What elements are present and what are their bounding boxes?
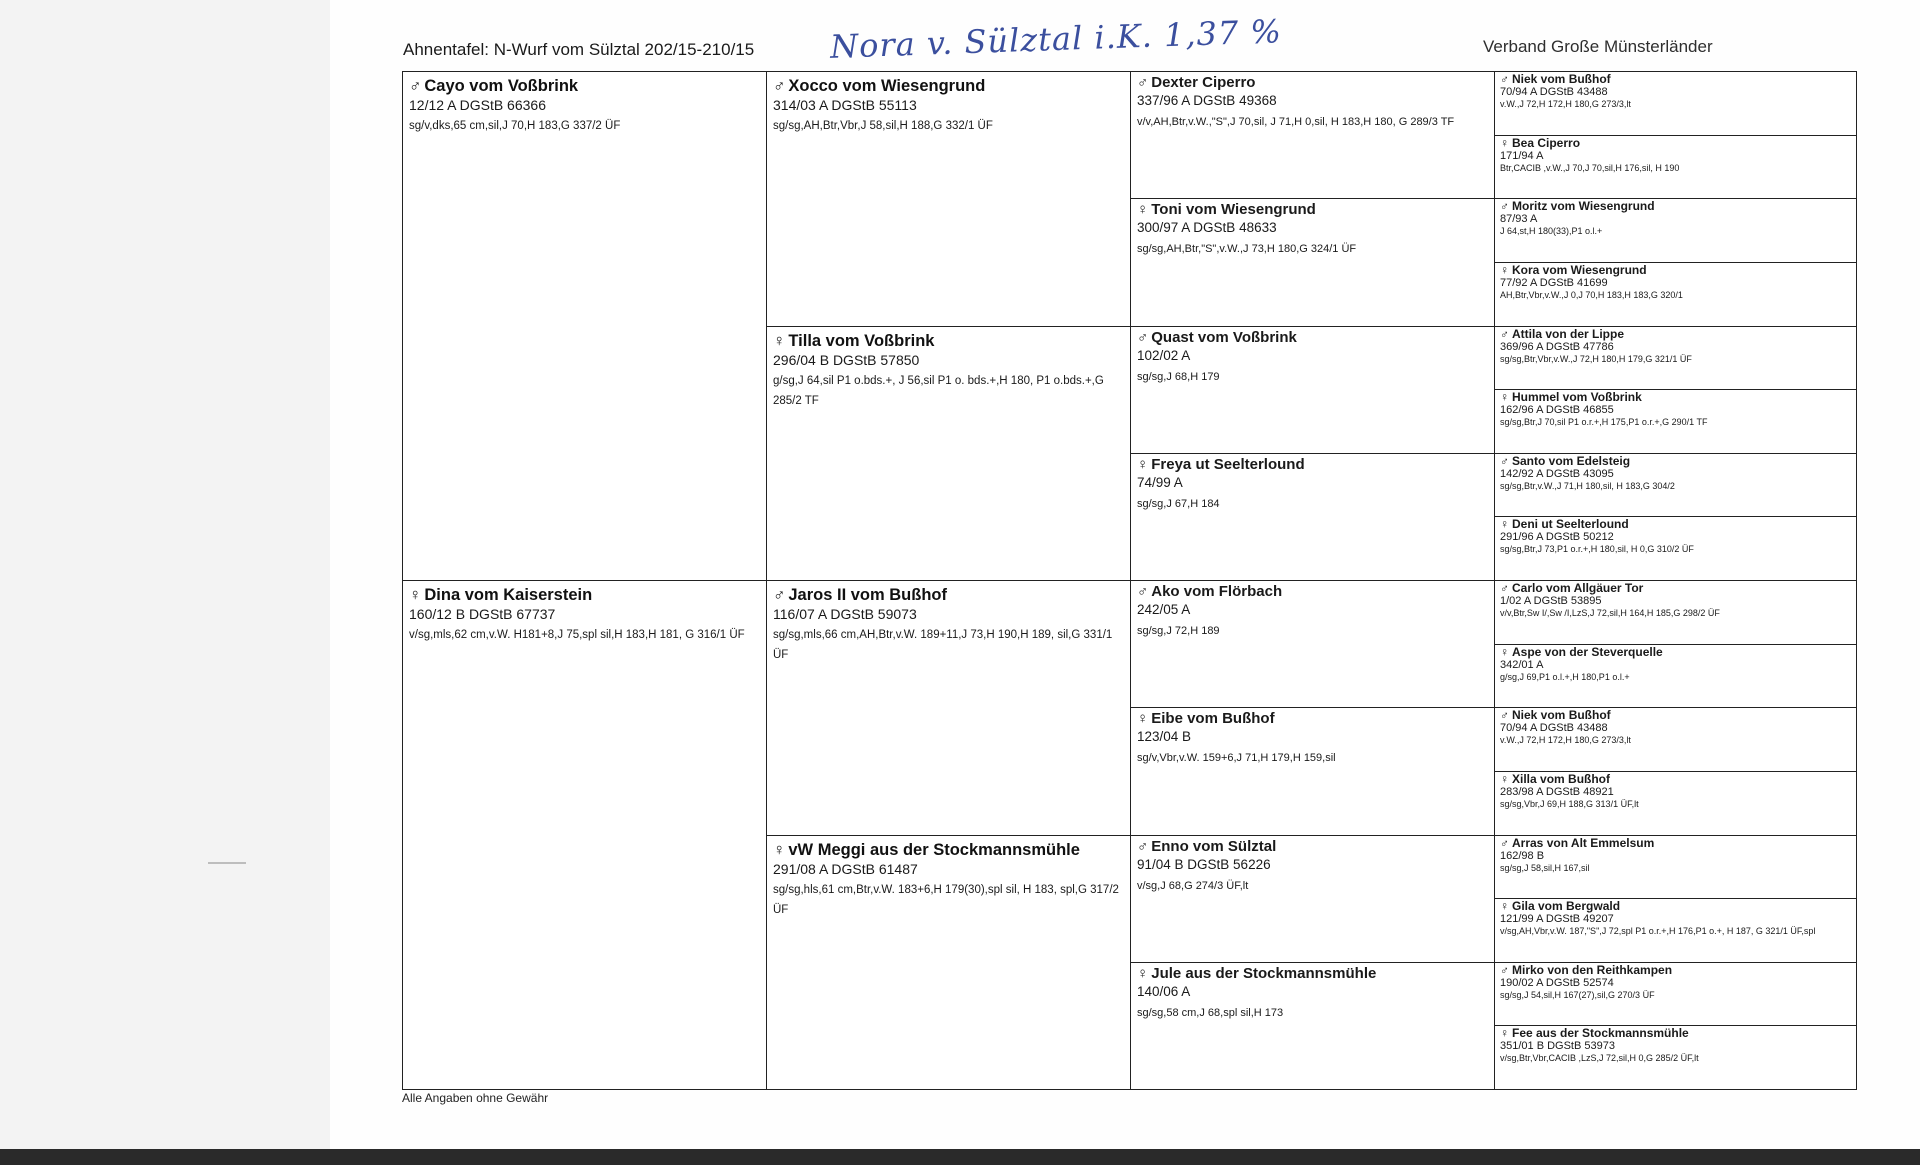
ancestor-gen4-box <box>1494 71 1857 136</box>
performance-details: v/sg,AH,Vbr,v.W. 187,"S",J 72,spl P1 o.r.+,H 176,P1 o.+, H 187, G 321/1 ÜF,spl <box>1500 926 1816 937</box>
sex-symbol: ♀ <box>1500 135 1509 150</box>
dog-name <box>409 585 760 605</box>
ancestor-gen4-box <box>1494 389 1857 454</box>
registration-number: 116/07 A DGStB 59073 <box>773 606 917 622</box>
sex-symbol: ♂ <box>1500 581 1509 595</box>
ancestor-gen3-box <box>1130 835 1495 963</box>
dog-name-text: Toni vom Wiesengrund <box>1151 201 1316 219</box>
dog-name-text: Xilla vom Bußhof <box>1512 771 1611 786</box>
performance-details: v.W.,J 72,H 172,H 180,G 273/3,lt <box>1500 735 1631 746</box>
sex-symbol: ♀ <box>773 840 786 859</box>
dog-name-text: Deni ut Seelterlound <box>1512 517 1629 532</box>
sex-symbol: ♂ <box>1500 835 1509 850</box>
ancestor-gen4-box <box>1494 516 1857 581</box>
performance-details: v/v,AH,Btr,v.W.,"S",J 70,sil, J 71,H 0,sil, H 183,H 180, G 289/3 TF <box>1137 116 1455 128</box>
ancestor-gen3-box <box>1130 580 1495 708</box>
dog-name <box>1500 328 1851 341</box>
dog-name-text: Mirko von den Reithkampen <box>1512 962 1673 977</box>
performance-details: sg/sg,mls,66 cm,AH,Btr,v.W. 189+11,J 73,H 190,H 189, sil,G 331/1 ÜF <box>773 629 1113 661</box>
dog-name-text: Cayo vom Voßbrink <box>424 77 579 95</box>
registration-number: 160/12 B DGStB 67737 <box>409 606 556 622</box>
ancestor-gen1-box <box>402 71 767 581</box>
sex-symbol: ♂ <box>1137 328 1149 346</box>
registration-number: 291/08 A DGStB 61487 <box>773 860 918 877</box>
sex-symbol: ♂ <box>1500 199 1509 214</box>
dog-name <box>1137 74 1488 92</box>
disclaimer: Alle Angaben ohne Gewähr <box>402 1091 549 1105</box>
performance-details: sg/sg,J 67,H 184 <box>1137 497 1220 510</box>
registration-number: 1/02 A DGStB 53895 <box>1500 595 1602 607</box>
registration-number: 87/93 A <box>1500 213 1538 226</box>
registration-number: 12/12 A DGStB 66366 <box>409 97 546 113</box>
ancestor-gen3-box <box>1130 326 1495 454</box>
dog-name-text: Bea Ciperro <box>1512 135 1581 150</box>
ancestor-gen2-box <box>766 71 1131 327</box>
sex-symbol: ♂ <box>773 586 786 604</box>
performance-details: sg/sg,AH,Btr,Vbr,J 58,sil,H 188,G 332/1 ÜF <box>773 120 993 132</box>
registration-number: 296/04 B DGStB 57850 <box>773 351 920 368</box>
sex-symbol: ♂ <box>1500 326 1509 341</box>
dog-name-text: Niek vom Bußhof <box>1512 708 1611 723</box>
ancestor-gen2-box <box>766 835 1131 1091</box>
sex-symbol: ♂ <box>1500 453 1509 468</box>
performance-details: Btr,CACIB ,v.W.,J 70,J 70,sil,H 176,sil, H 190 <box>1500 162 1680 173</box>
dog-name-text: Dina vom Kaiserstein <box>424 586 593 604</box>
sex-symbol: ♂ <box>1500 708 1509 723</box>
registration-number: 351/01 B DGStB 53973 <box>1500 1040 1615 1053</box>
performance-details: v.W.,J 72,H 172,H 180,G 273/3,lt <box>1500 99 1631 109</box>
registration-number: 142/92 A DGStB 43095 <box>1500 467 1614 480</box>
registration-number: 121/99 A DGStB 49207 <box>1500 913 1614 926</box>
ancestor-gen3-box <box>1130 962 1495 1090</box>
registration-number: 342/01 A <box>1500 658 1544 671</box>
dog-name-text: Niek vom Bußhof <box>1512 72 1611 86</box>
dog-name <box>1500 137 1851 150</box>
registration-number: 369/96 A DGStB 47786 <box>1500 340 1614 353</box>
registration-number: 70/94 A DGStB 43488 <box>1500 86 1608 98</box>
registration-number: 171/94 A <box>1500 149 1544 162</box>
sex-symbol: ♀ <box>1137 710 1149 728</box>
performance-details: sg/sg,Btr,J 73,P1 o.r.+,H 180,sil, H 0,G 310/2 ÜF <box>1500 544 1694 555</box>
performance-details: g/sg,J 64,sil P1 o.bds.+, J 56,sil P1 o. bds.+,H 180, P1 o.bds.+,G 285/2 TF <box>773 374 1104 407</box>
registration-number: 300/97 A DGStB 48633 <box>1137 220 1277 236</box>
dog-name <box>1137 710 1488 728</box>
dog-name-text: Santo vom Edelsteig <box>1512 453 1631 468</box>
dog-name <box>1137 329 1488 347</box>
performance-details: sg/sg,58 cm,J 68,spl sil,H 173 <box>1137 1006 1284 1019</box>
dog-name <box>1500 646 1851 659</box>
dog-name <box>1500 709 1851 722</box>
performance-details: sg/sg,Btr,v.W.,J 71,H 180,sil, H 183,G 304/2 <box>1500 480 1675 491</box>
registration-number: 291/96 A DGStB 50212 <box>1500 531 1614 544</box>
ancestor-gen1-box <box>402 580 767 1090</box>
performance-details: J 64,st,H 180(33),P1 o.l.+ <box>1500 226 1603 237</box>
registration-number: 162/96 A DGStB 46855 <box>1500 404 1614 417</box>
dog-name-text: Tilla vom Voßbrink <box>788 331 935 350</box>
sex-symbol: ♂ <box>773 77 786 95</box>
dog-name <box>1500 391 1851 404</box>
sex-symbol: ♂ <box>1137 837 1149 855</box>
performance-details: sg/sg,J 68,H 179 <box>1137 370 1220 383</box>
dog-name-text: Xocco vom Wiesengrund <box>788 77 986 95</box>
ancestor-gen4-box <box>1494 835 1857 900</box>
ancestor-gen4-box <box>1494 644 1857 709</box>
ancestor-gen4-box <box>1494 898 1857 963</box>
dog-name-text: Enno vom Sülztal <box>1151 837 1277 855</box>
ancestor-gen3-box <box>1130 707 1495 835</box>
dog-name <box>1500 900 1851 913</box>
ancestor-gen3-box <box>1130 71 1495 199</box>
performance-details: sg/sg,Btr,Vbr,v.W.,J 72,H 180,H 179,G 321/1 ÜF <box>1500 353 1692 364</box>
scanner-edge <box>0 1149 1920 1165</box>
ancestor-gen4-box <box>1494 135 1857 200</box>
dog-name-text: vW Meggi aus der Stockmannsmühle <box>788 840 1080 859</box>
dog-name <box>1137 965 1488 983</box>
performance-details: sg/sg,J 72,H 189 <box>1137 625 1220 637</box>
dog-name <box>1137 456 1488 474</box>
performance-details: v/v,Btr,Sw I/,Sw /I,LzS,J 72,sil,H 164,H 185,G 298/2 ÜF <box>1500 608 1720 618</box>
ancestor-gen4-box <box>1494 198 1857 263</box>
dog-name <box>1137 838 1488 856</box>
registration-number: 77/92 A DGStB 41699 <box>1500 276 1608 289</box>
dog-name-text: Jule aus der Stockmannsmühle <box>1151 964 1377 982</box>
dog-name <box>773 585 1124 605</box>
dog-name <box>1500 518 1851 531</box>
dog-name-text: Aspe von der Steverquelle <box>1512 644 1663 659</box>
ancestor-gen2-box <box>766 326 1131 582</box>
ancestor-gen4-box <box>1494 326 1857 391</box>
dog-name <box>1500 964 1851 977</box>
dog-name-text: Moritz vom Wiesengrund <box>1512 199 1655 214</box>
registration-number: 314/03 A DGStB 55113 <box>773 97 917 113</box>
ancestor-gen4-box <box>1494 262 1857 327</box>
registration-number: 242/05 A <box>1137 602 1191 617</box>
dog-name <box>1500 773 1851 786</box>
ancestor-gen4-box <box>1494 962 1857 1027</box>
sex-symbol: ♀ <box>1500 1026 1509 1041</box>
dog-name-text: Fee aus der Stockmannsmühle <box>1512 1026 1689 1041</box>
performance-details: sg/sg,hls,61 cm,Btr,v.W. 183+6,H 179(30),spl sil, H 183, spl,G 317/2 ÜF <box>773 883 1119 916</box>
performance-details: sg/sg,Btr,J 70,sil P1 o.r.+,H 175,P1 o.r.+,G 290/1 TF <box>1500 417 1708 428</box>
dog-name <box>1137 583 1488 601</box>
sex-symbol: ♀ <box>1500 899 1509 914</box>
dog-name-text: Gila vom Bergwald <box>1512 899 1621 914</box>
dog-name-text: Hummel vom Voßbrink <box>1512 390 1642 405</box>
sex-symbol: ♀ <box>1137 201 1149 219</box>
dog-name <box>773 76 1124 96</box>
sex-symbol: ♀ <box>1500 517 1509 532</box>
sex-symbol: ♂ <box>1500 962 1509 977</box>
performance-details: sg/sg,AH,Btr,"S",v.W.,J 73,H 180,G 324/1 ÜF <box>1137 243 1357 256</box>
dog-name-text: Jaros II vom Bußhof <box>788 586 947 604</box>
registration-number: 140/06 A <box>1137 983 1191 999</box>
sex-symbol: ♂ <box>1500 72 1509 86</box>
performance-details: AH,Btr,Vbr,v.W.,J 0,J 70,H 183,H 183,G 320/1 <box>1500 289 1683 300</box>
dog-name-text: Attila von der Lippe <box>1512 326 1625 341</box>
sex-symbol: ♀ <box>409 586 422 604</box>
dog-name-text: Ako vom Flörbach <box>1151 583 1283 600</box>
dog-name <box>1500 455 1851 468</box>
performance-details: sg/v,dks,65 cm,sil,J 70,H 183,G 337/2 ÜF <box>409 120 621 132</box>
registration-number: 162/98 B <box>1500 849 1545 862</box>
performance-details: g/sg,J 69,P1 o.l.+,H 180,P1 o.l.+ <box>1500 671 1630 682</box>
dog-name-text: Arras von Alt Emmelsum <box>1512 835 1655 850</box>
page-title: Ahnentafel: N-Wurf vom Sülztal 202/15-210/15 <box>403 40 755 59</box>
performance-details: sg/sg,Vbr,J 69,H 188,G 313/1 ÜF,lt <box>1500 798 1639 809</box>
ancestor-gen4-box <box>1494 771 1857 836</box>
performance-details: v/sg,J 68,G 274/3 ÜF,lt <box>1137 879 1249 892</box>
dog-name <box>1500 200 1851 213</box>
ancestor-gen3-box <box>1130 198 1495 326</box>
performance-details: v/sg,mls,62 cm,v.W. H181+8,J 75,spl sil,H 183,H 181, G 316/1 ÜF <box>409 629 745 641</box>
sex-symbol: ♀ <box>773 331 786 350</box>
ancestor-gen2-box <box>766 580 1131 836</box>
sex-symbol: ♂ <box>1137 74 1149 91</box>
sex-symbol: ♂ <box>409 77 422 95</box>
ancestor-gen4-box <box>1494 707 1857 772</box>
performance-details: sg/v,Vbr,v.W. 159+6,J 71,H 179,H 159,sil <box>1137 752 1336 765</box>
registration-number: 123/04 B <box>1137 729 1192 745</box>
dog-name <box>1500 73 1851 86</box>
association-name: Verband Große Münsterländer <box>1483 37 1713 56</box>
sex-symbol: ♀ <box>1500 262 1509 277</box>
performance-details: v/sg,Btr,Vbr,CACIB ,LzS,J 72,sil,H 0,G 285/2 ÜF,lt <box>1500 1053 1699 1064</box>
ancestor-gen4-box <box>1494 580 1857 645</box>
ancestor-gen4-box <box>1494 453 1857 518</box>
sex-symbol: ♀ <box>1500 390 1509 405</box>
dog-name-text: Carlo vom Allgäuer Tor <box>1512 581 1644 595</box>
dog-name <box>1500 264 1851 277</box>
ancestor-gen4-box <box>1494 1025 1857 1090</box>
registration-number: 283/98 A DGStB 48921 <box>1500 785 1614 798</box>
ancestor-gen3-box <box>1130 453 1495 581</box>
dog-name-text: Eibe vom Bußhof <box>1151 710 1275 728</box>
dog-name-text: Quast vom Voßbrink <box>1151 328 1297 346</box>
dog-name <box>1500 837 1851 850</box>
handwritten-note: Nora v. Sülztal i.K. 1,37 % <box>829 12 1283 66</box>
sex-symbol: ♂ <box>1137 583 1149 600</box>
dog-name <box>1500 1027 1851 1040</box>
scan-mark <box>208 862 246 864</box>
dog-name-text: Kora vom Wiesengrund <box>1512 262 1647 277</box>
registration-number: 337/96 A DGStB 49368 <box>1137 93 1277 108</box>
dog-name-text: Dexter Ciperro <box>1151 74 1256 91</box>
dog-name <box>773 840 1124 860</box>
registration-number: 102/02 A <box>1137 347 1191 363</box>
dog-name <box>773 331 1124 351</box>
sex-symbol: ♀ <box>1500 771 1509 786</box>
performance-details: sg/sg,J 54,sil,H 167(27),sil,G 270/3 ÜF <box>1500 989 1655 1000</box>
sex-symbol: ♀ <box>1137 964 1149 982</box>
registration-number: 190/02 A DGStB 52574 <box>1500 976 1614 989</box>
performance-details: sg/sg,J 58,sil,H 167,sil <box>1500 862 1590 873</box>
dog-name <box>1500 582 1851 595</box>
registration-number: 70/94 A DGStB 43488 <box>1500 722 1608 735</box>
dog-name-text: Freya ut Seelterlound <box>1151 455 1305 473</box>
registration-number: 74/99 A <box>1137 474 1183 490</box>
dog-name <box>1137 201 1488 219</box>
sex-symbol: ♀ <box>1500 644 1509 659</box>
registration-number: 91/04 B DGStB 56226 <box>1137 856 1271 872</box>
dog-name <box>409 76 760 96</box>
sex-symbol: ♀ <box>1137 455 1149 473</box>
